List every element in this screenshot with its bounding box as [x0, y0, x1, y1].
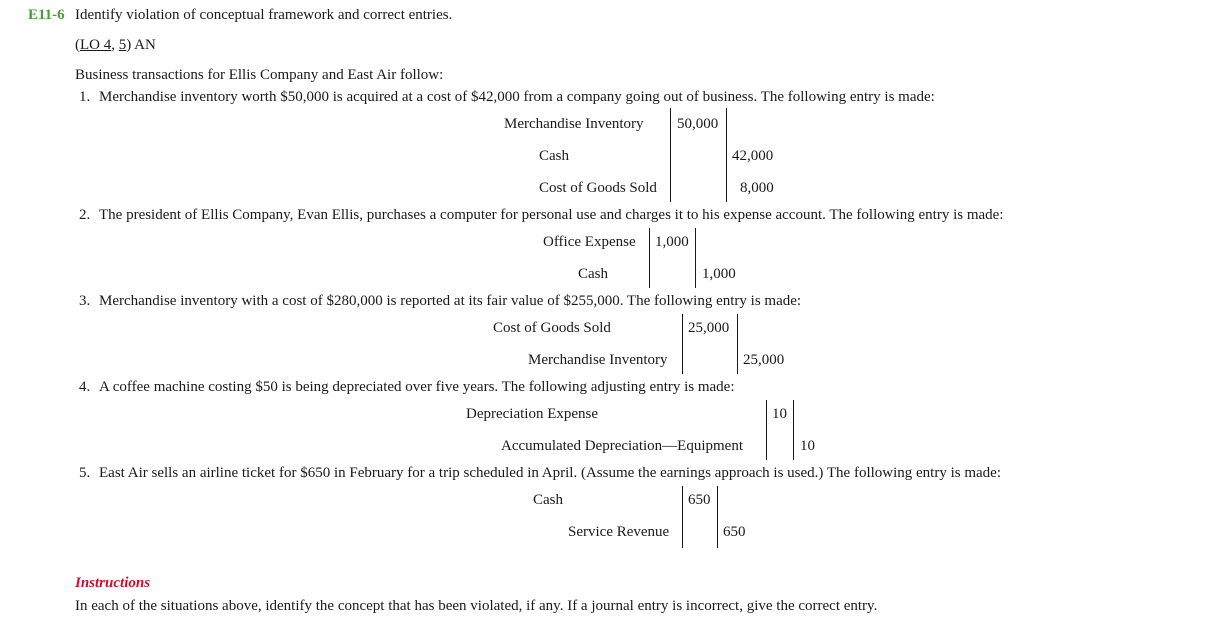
item-3-debit-rule [682, 314, 683, 374]
item-2-entry-account-1: Office Expense [543, 234, 636, 250]
item-2-entry-debit-1: 1,000 [655, 234, 689, 250]
lo-4-link[interactable]: LO 4 [80, 37, 112, 53]
item-1-credit-rule [726, 108, 727, 202]
item-4-number: 4. [79, 379, 91, 395]
item-2-entry-credit-2: 1,000 [702, 266, 736, 282]
exercise-title: Identify violation of conceptual framework and correct entries. [75, 7, 453, 23]
item-1-entry-account-3: Cost of Goods Sold [539, 180, 657, 196]
lo-5-link[interactable]: 5 [118, 37, 127, 53]
learning-objectives [75, 36, 156, 54]
item-5-number: 5. [79, 465, 91, 481]
item-1-entry-account-1: Merchandise Inventory [504, 116, 644, 132]
lo-close: ) [126, 37, 132, 53]
item-1-text: Merchandise inventory worth $50,000 is acquired at a cost of $42,000 from a company going out of business. The following entry is made: [99, 89, 935, 105]
instructions-heading: Instructions [75, 575, 151, 591]
item-5-debit-rule [682, 486, 683, 548]
item-5-entry-debit-1: 650 [688, 492, 711, 508]
item-2-credit-rule [695, 228, 696, 288]
item-5-entry-account-1: Cash [533, 492, 563, 508]
item-1-number: 1. [79, 89, 91, 105]
item-3-entry-account-2: Merchandise Inventory [528, 352, 668, 368]
item-5-credit-rule [717, 486, 718, 548]
item-1-entry-debit-1: 50,000 [677, 116, 719, 132]
item-4-entry-account-1: Depreciation Expense [466, 406, 599, 422]
exercise-code: E11-6 [28, 7, 65, 23]
item-5-text: East Air sells an airline ticket for $650 in February for a trip scheduled in April. (Assume the earnings approach is used.) The following entry is made: [99, 465, 1001, 481]
item-1-entry-credit-2: 42,000 [732, 148, 774, 164]
item-2-entry-account-2: Cash [578, 266, 608, 282]
item-4-entry-credit-2: 10 [800, 438, 815, 454]
item-5-entry-account-2: Service Revenue [568, 524, 670, 540]
lo-separator: , [111, 37, 119, 53]
intro-text: Business transactions for Ellis Company and East Air follow: [75, 67, 444, 83]
item-4-debit-rule [766, 400, 767, 460]
item-3-entry-account-1: Cost of Goods Sold [493, 320, 611, 336]
lo-open: ( [75, 37, 80, 53]
item-1-entry-account-2: Cash [539, 148, 569, 164]
item-3-credit-rule [737, 314, 738, 374]
item-4-credit-rule [793, 400, 794, 460]
item-1-entry-credit-3: 8,000 [740, 180, 774, 196]
item-4-entry-debit-1: 10 [772, 406, 787, 422]
item-3-entry-debit-1: 25,000 [688, 320, 730, 336]
instructions-text: In each of the situations above, identify the concept that has been violated, if any. If a journal entry is incorrect, give the correct entry. [75, 598, 878, 614]
item-4-entry-account-2: Accumulated Depreciation—Equipment [501, 438, 743, 454]
item-2-debit-rule [649, 228, 650, 288]
item-2-text: The president of Ellis Company, Evan Ellis, purchases a computer for personal use and charges it to his expense account. The following entry is made: [99, 207, 1004, 223]
item-3-entry-credit-2: 25,000 [743, 352, 785, 368]
item-5-entry-credit-2: 650 [723, 524, 746, 540]
item-2-number: 2. [79, 207, 91, 223]
difficulty-level: AN [131, 37, 156, 53]
item-3-text: Merchandise inventory with a cost of $280,000 is reported at its fair value of $255,000. The following entry is made: [99, 293, 802, 309]
item-3-number: 3. [79, 293, 91, 309]
item-4-text: A coffee machine costing $50 is being depreciated over five years. The following adjusting entry is made: [99, 379, 735, 395]
item-1-debit-rule [670, 108, 671, 202]
